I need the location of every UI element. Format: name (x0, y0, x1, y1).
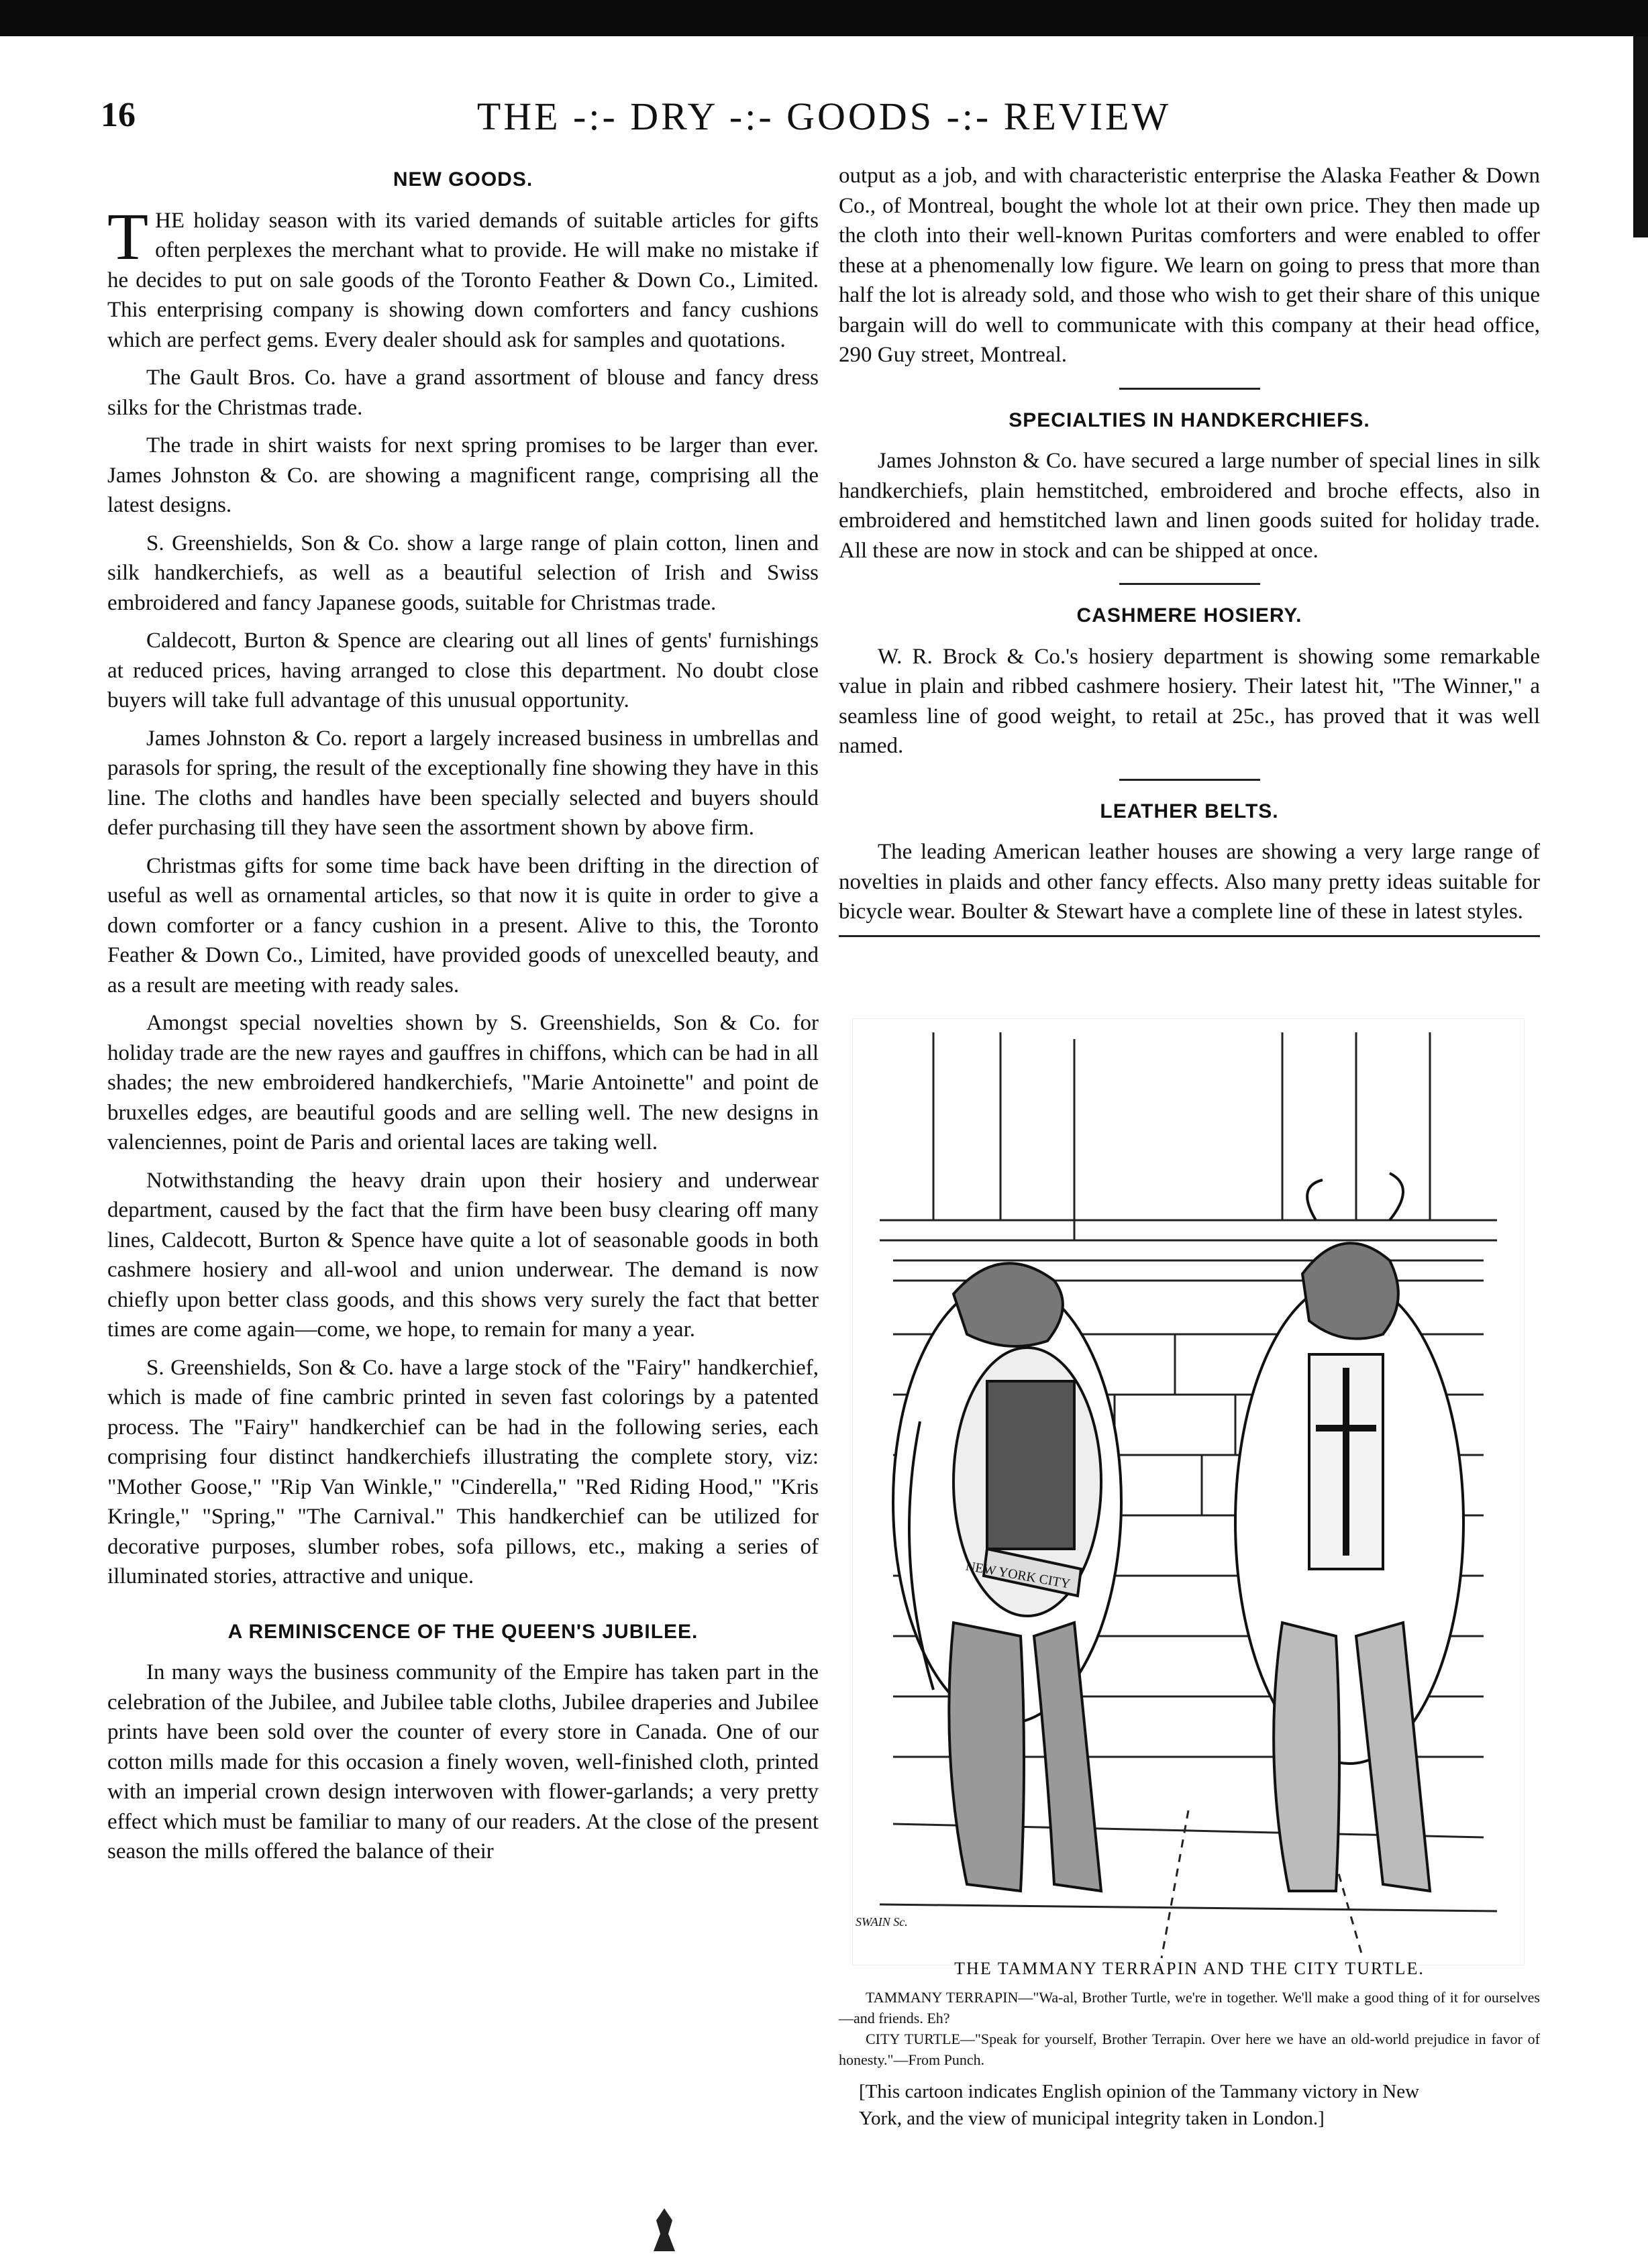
right-column (839, 161, 1540, 945)
paragraph: W. R. Brock & Co.'s hosiery department is showing some remarkable value in plain and ribbed cashmere hosiery. Their latest hit, "The Winner," a seamless line of good weight, to retail at 25c., has proved that it was well named. (839, 644, 1540, 758)
top-scan-band (0, 0, 1648, 36)
engraver-signature: SWAIN Sc. (856, 1915, 908, 1929)
heading-handkerchiefs: SPECIALTIES IN HANDKERCHIEFS. (1009, 409, 1370, 431)
footnote-line: [This cartoon indicates English opinion of the Tammany victory in New (859, 2081, 1420, 2102)
caption-dialogue (839, 1987, 1540, 2070)
page-number: 16 (101, 96, 136, 134)
footnote-line: York, and the view of municipal integrity taken in London.] (859, 2108, 1325, 2129)
paragraph: Caldecott, Burton & Spence are clearing out all lines of gents' furnishings at reduced prices, having arranged to close this department. No doubt close buyers will take full advantage of this unusual opportunity. (107, 629, 819, 712)
drop-cap: T (107, 199, 149, 274)
paragraph: output as a job, and with characteristic enterprise the Alaska Feather & Down Co., of Montreal, bought the whole lot at their own price. They then made up the cloth into their well-known Puritas comforters and were enabled to offer these at a phenomenally low figure. We learn on going to press that more than half the lot is already sold, and those who wish to get their share of this unique bargain will do well to communicate with this company at their head office, 290 Guy street, Montreal. (839, 164, 1540, 367)
paragraph: THE holiday season with its varied demands of suitable articles for gifts often perplexes the merchant what to provide. He will make no mistake if he decides to put on sale goods of the Toronto Feather & Down Co., Limited. This enterprising company is showing down comforters and fancy cushions which are perfect gems. Every dealer should ask for samples and quotations. (107, 199, 819, 352)
paragraph: The trade in shirt waists for next spring promises to be larger than ever. James Johnston & Co. are showing a magnificent range, comprising all the latest designs. (107, 433, 819, 517)
heading-new-goods: NEW GOODS. (393, 168, 533, 191)
divider (1119, 388, 1260, 390)
paragraph: S. Greenshields, Son & Co. have a large stock of the "Fairy" handkerchief, which is made of fine cambric printed in seven fast colorings by a patented process. The "Fairy" handkerchief can be had in the following series, each comprising four distinct handkerchiefs illustrating the complete story, viz: "Mother Goose," "Rip Van Winkle," "Cinderella," "Red Riding Hood," "Kris Kringle," "Spring," "The Carnival." This handkerchief can be utilized for decorative purposes, slumber robes, sofa pillows, etc., making a series of illuminated stories, attractive and unique. (107, 1355, 819, 1588)
cartoon-illustration (852, 1018, 1525, 1965)
dialogue-line: CITY TURTLE—"Speak for yourself, Brother Terrapin. Over here we have an old-world prejudice in favor of honesty."—From Punch. (839, 2031, 1540, 2068)
paragraph: The Gault Bros. Co. have a grand assortment of blouse and fancy dress silks for the Christmas trade. (107, 366, 819, 420)
heading-leather-belts: LEATHER BELTS. (1100, 800, 1279, 822)
paragraph: The leading American leather houses are showing a very large range of novelties in plaids and other fancy effects. Also many pretty ideas suitable for bicycle wear. Boulter & Stewart have a complete line of these in latest styles. (839, 840, 1540, 924)
left-column (107, 161, 819, 1875)
paragraph: James Johnston & Co. report a largely increased business in umbrellas and parasols for spring, the result of the exceptionally fine showing they have in this line. The cloths and handles have been specially selected and buyers should defer purchasing till they have seen the assortment shown by above firm. (107, 726, 819, 840)
heading-jubilee: A REMINISCENCE OF THE QUEEN'S JUBILEE. (227, 1620, 699, 1643)
caption-footnote (839, 2078, 1540, 2132)
paragraph: Christmas gifts for some time back have been drifting in the direction of useful as well as ornamental articles, so that now it is quite in order to give a down comforter or a fancy cushion in a present. Alive to this, the Toronto Feather & Down Co., Limited, have provided goods of unexcelled beauty, and as a result are meeting with ready sales. (107, 853, 819, 997)
heading-cashmere-hosiery: CASHMERE HOSIERY. (1076, 604, 1302, 627)
running-title: THE -:- DRY -:- GOODS -:- REVIEW (476, 95, 1172, 138)
page-ornament (651, 2207, 678, 2254)
figure-caption: THE TAMMANY TERRAPIN AND THE CITY TURTLE. (954, 1959, 1425, 1978)
figure-top-rule (839, 935, 1540, 937)
paragraph: James Johnston & Co. have secured a large number of special lines in silk handkerchiefs, plain hemstitched, embroidered and broche effects, also in embroidered and hemstitched lawn and linen goods suited for holiday trade. All these are now in stock and can be shipped at once. (839, 449, 1540, 563)
paragraph: Notwithstanding the heavy drain upon their hosiery and underwear department, caused by the fact that the firm have been busy clearing off many lines, Caldecott, Burton & Spence have quite a lot of seasonable goods in both cashmere hosiery and all-wool and union underwear. The demand is now chiefly upon better class goods, and this shows very surely the fact that better times are come again—come, we hope, to remain for many a year. (107, 1168, 819, 1342)
divider (1119, 583, 1260, 585)
paragraph: Amongst special novelties shown by S. Greenshields, Son & Co. for holiday trade are the new rayes and gauffres in chiffons, which can be had in all shades; the new embroidered handkerchiefs, "Marie Antoinette" and point de bruxelles edges, are beautiful goods and are selling well. The new designs in valenciennes, point de Paris and oriental laces are taking well. (107, 1011, 819, 1154)
divider (1119, 779, 1260, 781)
paragraph: In many ways the business community of the Empire has taken part in the celebration of the Jubilee, and Jubilee table cloths, Jubilee draperies and Jubilee prints have been sold over the counter of every store in Canada. One of our cotton mills made for this occasion a finely woven, well-finished cloth, printed with an imperial crown design interwoven with flower-garlands; a very pretty effect which must be familiar to many of our readers. At the close of the present season the mills offered the balance of their (107, 1660, 819, 1864)
banner-text: NEW YORK CITY (964, 1558, 1072, 1592)
dialogue-line: TAMMANY TERRAPIN—"Wa-al, Brother Turtle, we're in together. We'll make a good thing of it for ourselves—and friends. Eh? (839, 1989, 1540, 2027)
paragraph: S. Greenshields, Son & Co. show a large range of plain cotton, linen and silk handkerchiefs, as well as a beautiful selection of Irish and Swiss embroidered and fancy Japanese goods, suitable for Christmas trade. (107, 531, 819, 615)
